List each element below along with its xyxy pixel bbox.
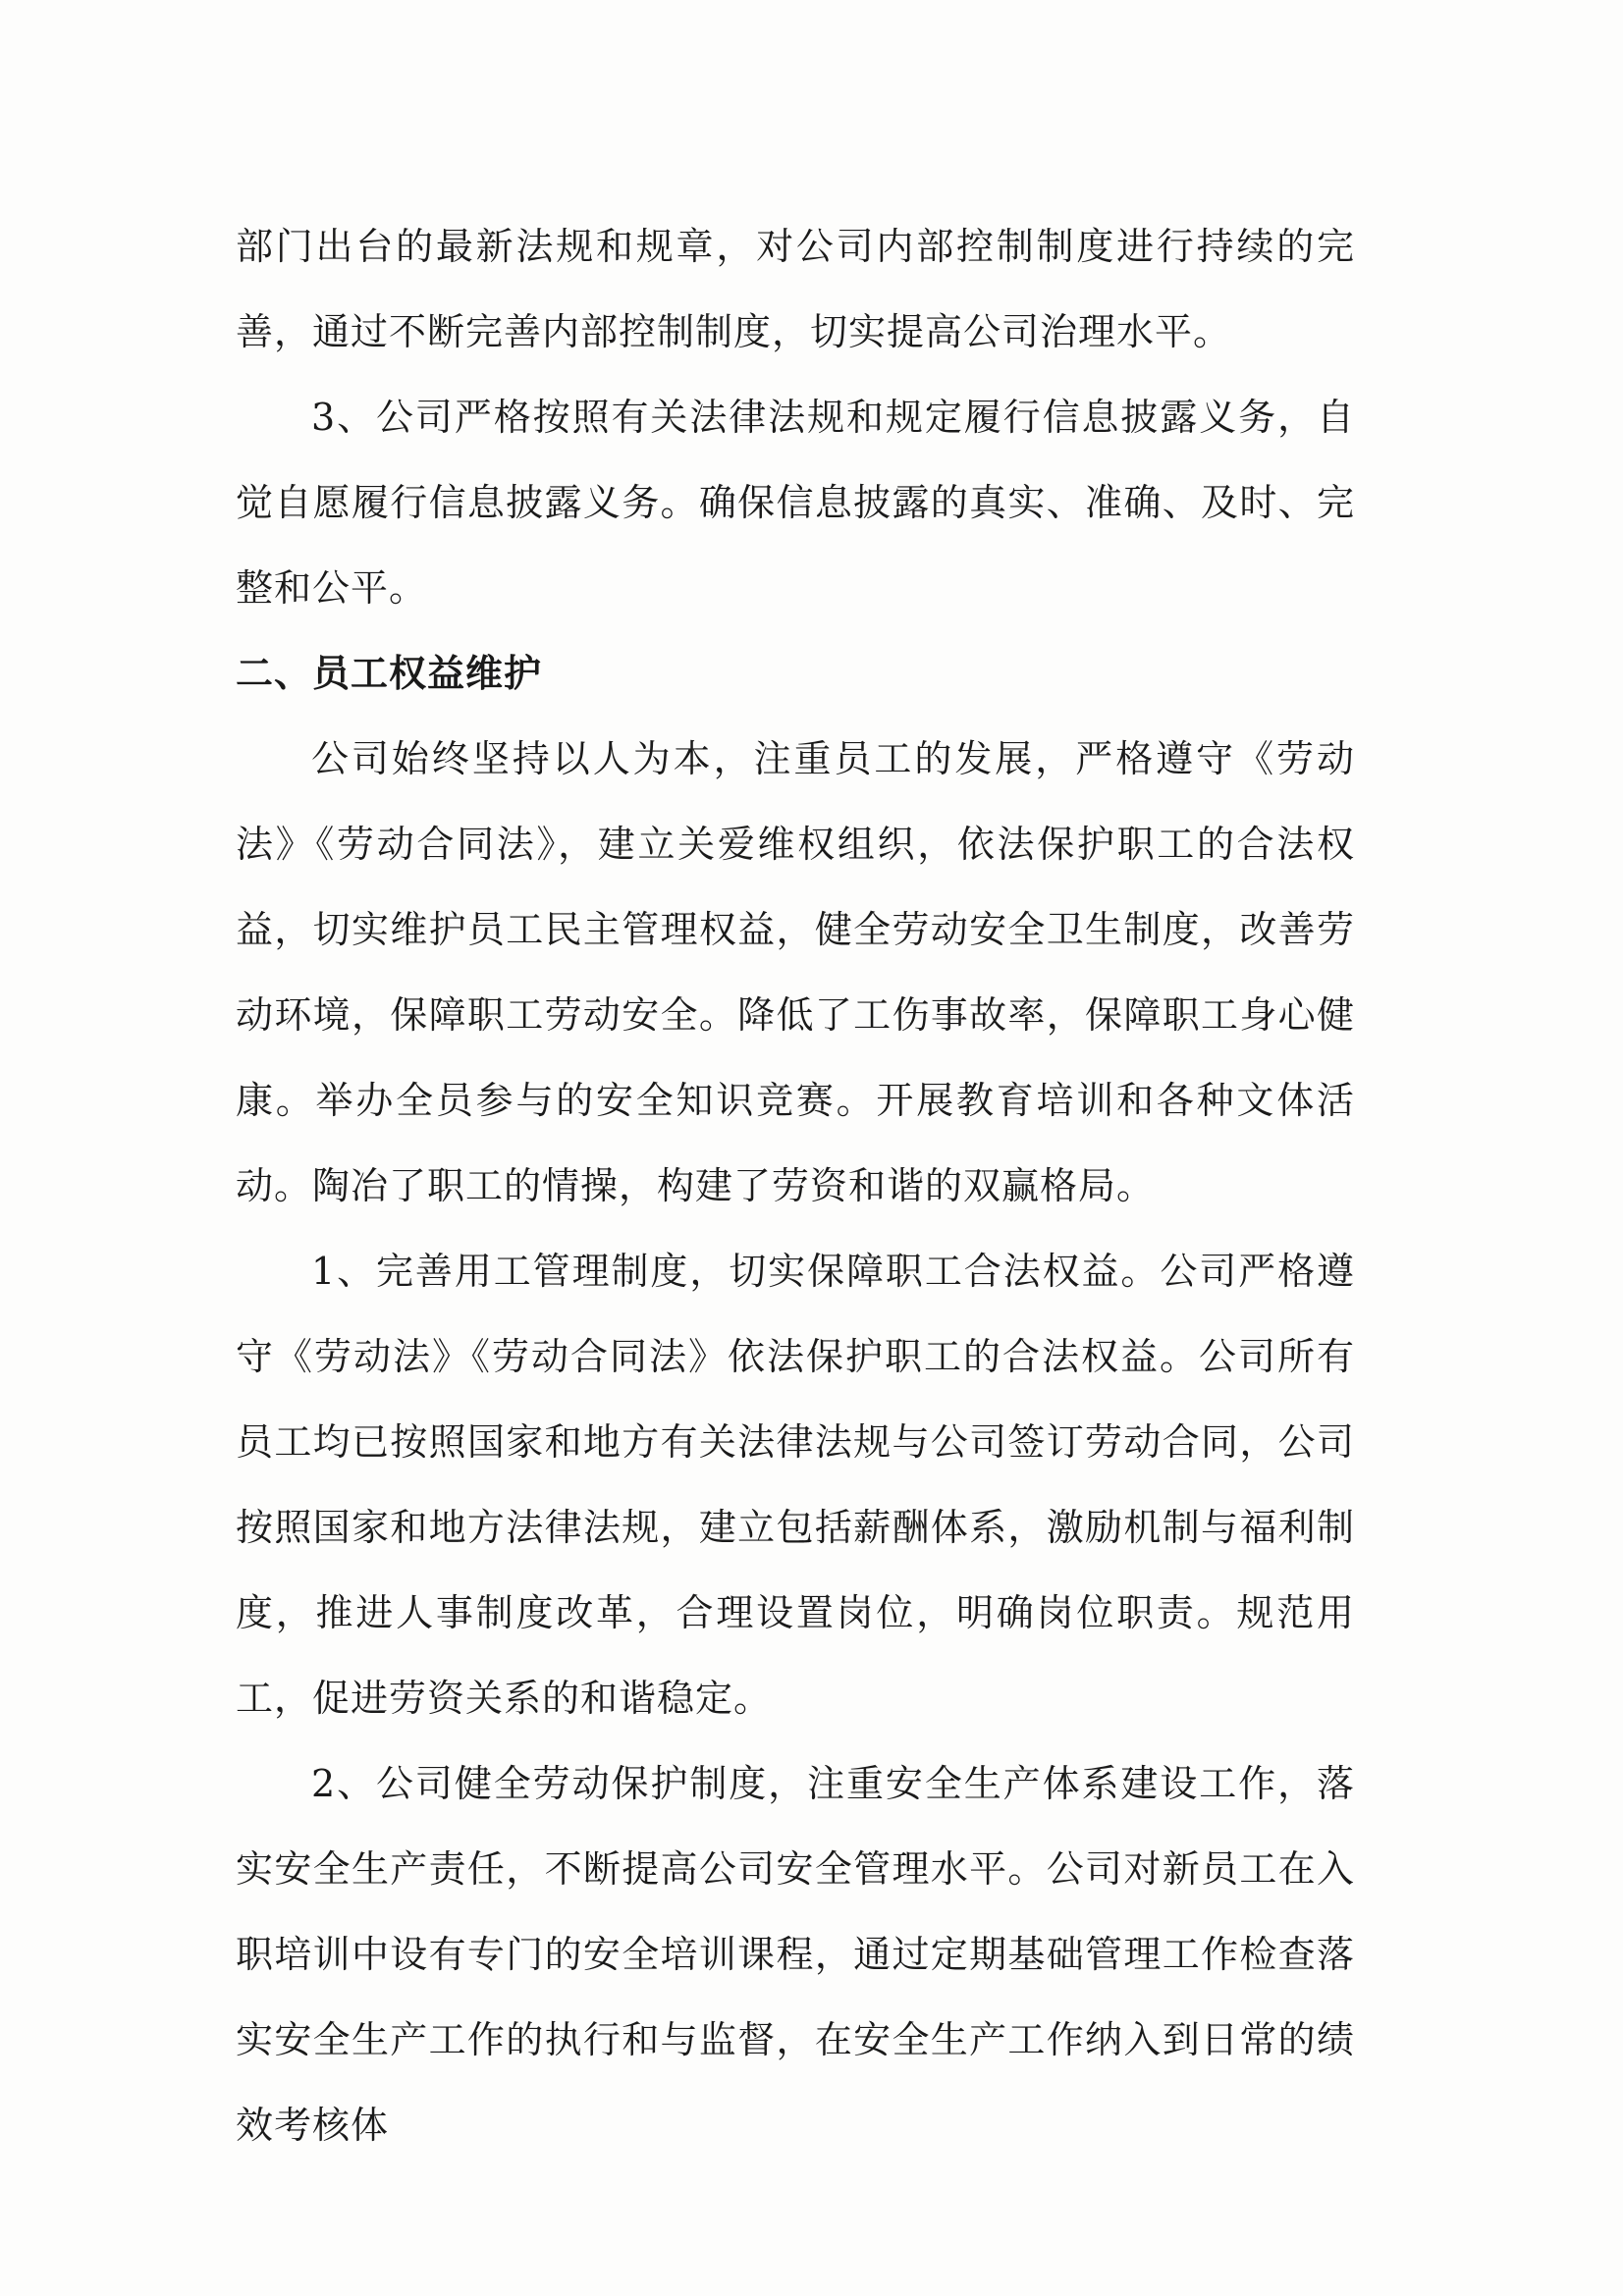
document-body <box>236 204 1355 2168</box>
paragraph-disclosure: 3、公司严格按照有关法律法规和规定履行信息披露义务，自觉自愿履行信息披露义务。确保信息披露的真实、准确、及时、完整和公平。 <box>236 396 1355 610</box>
paragraph-labor-protection: 2、公司健全劳动保护制度，注重安全生产体系建设工作，落实安全生产责任，不断提高公司安全管理水平。公司对新员工在入职培训中设有专门的安全培训课程，通过定期基础管理工作检查落实安全生产工作的执行和与监督，在安全生产工作纳入到日常的绩效考核体 <box>236 1762 1355 2147</box>
paragraph-continued: 部门出台的最新法规和规章，对公司内部控制制度进行持续的完善，通过不断完善内部控制制度，切实提高公司治理水平。 <box>236 225 1355 353</box>
paragraph-employment-management: 1、完善用工管理制度，切实保障职工合法权益。公司严格遵守《劳动法》《劳动合同法》依法保护职工的合法权益。公司所有员工均已按照国家和地方有关法律法规与公司签订劳动合同，公司按照国家和地方法律法规，建立包括薪酬体系，激励机制与福利制度，推进人事制度改革，合理设置岗位，明确岗位职责。规范用工，促进劳资关系的和谐稳定。 <box>236 1250 1355 1720</box>
section-heading-employee-rights: 二、员工权益维护 <box>236 652 543 695</box>
paragraph-employee-overview: 公司始终坚持以人为本，注重员工的发展，严格遵守《劳动法》《劳动合同法》，建立关爱维权组织，依法保护职工的合法权益，切实维护员工民主管理权益，健全劳动安全卫生制度，改善劳动环境，保障职工劳动安全。降低了工伤事故率，保障职工身心健康。举办全员参与的安全知识竞赛。开展教育培训和各种文体活动。陶冶了职工的情操，构建了劳资和谐的双赢格局。 <box>236 737 1355 1207</box>
